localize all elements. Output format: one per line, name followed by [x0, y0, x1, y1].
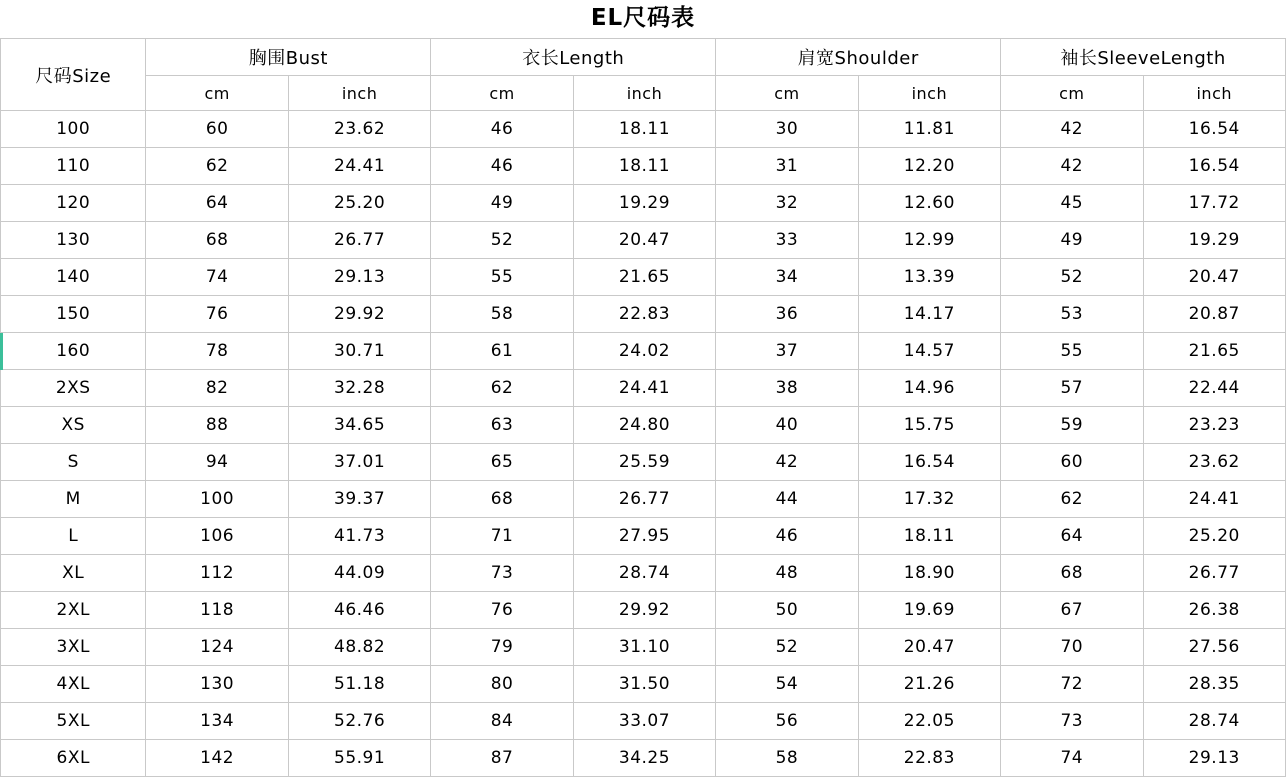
cell-measurement: 74	[146, 259, 288, 296]
cell-measurement: 106	[146, 518, 288, 555]
table-row	[1, 222, 1286, 259]
cell-measurement: 22.44	[1143, 370, 1285, 407]
cell-measurement: 67	[1001, 592, 1143, 629]
table-row	[1, 185, 1286, 222]
cell-measurement: 15.75	[858, 407, 1000, 444]
cell-measurement: 73	[1001, 703, 1143, 740]
cell-measurement: 31.50	[573, 666, 715, 703]
table-row	[1, 370, 1286, 407]
cell-measurement: 46	[716, 518, 858, 555]
cell-size: L	[1, 518, 146, 555]
table-row	[1, 481, 1286, 518]
cell-measurement: 27.95	[573, 518, 715, 555]
cell-measurement: 26.77	[288, 222, 430, 259]
cell-measurement: 18.90	[858, 555, 1000, 592]
cell-measurement: 17.32	[858, 481, 1000, 518]
cell-measurement: 94	[146, 444, 288, 481]
cell-measurement: 16.54	[1143, 148, 1285, 185]
cell-measurement: 57	[1001, 370, 1143, 407]
header-unit-bust-inch: inch	[288, 76, 430, 111]
cell-measurement: 72	[1001, 666, 1143, 703]
cell-measurement: 76	[431, 592, 573, 629]
size-chart-table	[0, 38, 1286, 777]
cell-size: XL	[1, 555, 146, 592]
cell-measurement: 32	[716, 185, 858, 222]
cell-measurement: 124	[146, 629, 288, 666]
cell-measurement: 21.65	[1143, 333, 1285, 370]
cell-measurement: 71	[431, 518, 573, 555]
header-unit-shoulder-cm: cm	[716, 76, 858, 111]
cell-measurement: 11.81	[858, 111, 1000, 148]
table-row	[1, 518, 1286, 555]
cell-measurement: 44.09	[288, 555, 430, 592]
header-size: 尺码Size	[1, 39, 146, 111]
cell-measurement: 68	[146, 222, 288, 259]
cell-measurement: 22.83	[858, 740, 1000, 777]
cell-measurement: 18.11	[858, 518, 1000, 555]
cell-measurement: 22.05	[858, 703, 1000, 740]
cell-measurement: 12.99	[858, 222, 1000, 259]
cell-measurement: 19.29	[1143, 222, 1285, 259]
cell-measurement: 29.92	[288, 296, 430, 333]
cell-measurement: 62	[431, 370, 573, 407]
cell-measurement: 28.35	[1143, 666, 1285, 703]
cell-measurement: 34.65	[288, 407, 430, 444]
cell-measurement: 46	[431, 111, 573, 148]
cell-measurement: 20.47	[1143, 259, 1285, 296]
table-row	[1, 444, 1286, 481]
cell-measurement: 19.69	[858, 592, 1000, 629]
cell-measurement: 39.37	[288, 481, 430, 518]
table-row	[1, 592, 1286, 629]
cell-size: 4XL	[1, 666, 146, 703]
cell-size: 130	[1, 222, 146, 259]
cell-measurement: 37	[716, 333, 858, 370]
header-group-shoulder: 肩宽Shoulder	[716, 39, 1001, 76]
header-group-sleeve: 袖长SleeveLength	[1001, 39, 1286, 76]
table-row	[1, 629, 1286, 666]
cell-measurement: 63	[431, 407, 573, 444]
header-unit-length-inch: inch	[573, 76, 715, 111]
cell-measurement: 14.57	[858, 333, 1000, 370]
cell-measurement: 21.65	[573, 259, 715, 296]
cell-measurement: 60	[146, 111, 288, 148]
cell-measurement: 33	[716, 222, 858, 259]
cell-measurement: 30.71	[288, 333, 430, 370]
cell-size: M	[1, 481, 146, 518]
cell-measurement: 52	[431, 222, 573, 259]
cell-measurement: 20.47	[858, 629, 1000, 666]
cell-measurement: 84	[431, 703, 573, 740]
cell-measurement: 24.41	[288, 148, 430, 185]
cell-measurement: 52.76	[288, 703, 430, 740]
cell-measurement: 13.39	[858, 259, 1000, 296]
cell-measurement: 64	[1001, 518, 1143, 555]
cell-measurement: 28.74	[1143, 703, 1285, 740]
cell-measurement: 60	[1001, 444, 1143, 481]
cell-measurement: 59	[1001, 407, 1143, 444]
cell-measurement: 42	[1001, 111, 1143, 148]
table-head	[1, 39, 1286, 111]
cell-measurement: 87	[431, 740, 573, 777]
cell-measurement: 25.20	[1143, 518, 1285, 555]
cell-measurement: 14.96	[858, 370, 1000, 407]
cell-measurement: 22.83	[573, 296, 715, 333]
cell-measurement: 82	[146, 370, 288, 407]
cell-measurement: 20.87	[1143, 296, 1285, 333]
cell-measurement: 42	[716, 444, 858, 481]
cell-measurement: 26.38	[1143, 592, 1285, 629]
cell-measurement: 134	[146, 703, 288, 740]
cell-measurement: 74	[1001, 740, 1143, 777]
cell-measurement: 31.10	[573, 629, 715, 666]
table-row	[1, 666, 1286, 703]
cell-measurement: 32.28	[288, 370, 430, 407]
header-unit-bust-cm: cm	[146, 76, 288, 111]
cell-measurement: 41.73	[288, 518, 430, 555]
cell-size: 3XL	[1, 629, 146, 666]
cell-size: 100	[1, 111, 146, 148]
cell-measurement: 55	[431, 259, 573, 296]
cell-measurement: 40	[716, 407, 858, 444]
cell-measurement: 51.18	[288, 666, 430, 703]
cell-measurement: 29.13	[1143, 740, 1285, 777]
cell-measurement: 48.82	[288, 629, 430, 666]
group-header-row	[1, 39, 1286, 76]
cell-measurement: 29.92	[573, 592, 715, 629]
cell-measurement: 24.02	[573, 333, 715, 370]
cell-measurement: 54	[716, 666, 858, 703]
table-body	[1, 111, 1286, 777]
cell-measurement: 34	[716, 259, 858, 296]
table-row	[1, 148, 1286, 185]
table-row	[1, 407, 1286, 444]
page-title: EL尺码表	[590, 5, 696, 31]
cell-measurement: 46	[431, 148, 573, 185]
cell-measurement: 16.54	[1143, 111, 1285, 148]
cell-measurement: 17.72	[1143, 185, 1285, 222]
header-group-length: 衣长Length	[431, 39, 716, 76]
cell-measurement: 52	[1001, 259, 1143, 296]
cell-measurement: 33.07	[573, 703, 715, 740]
cell-measurement: 21.26	[858, 666, 1000, 703]
cell-measurement: 31	[716, 148, 858, 185]
cell-size: S	[1, 444, 146, 481]
cell-measurement: 14.17	[858, 296, 1000, 333]
cell-size: XS	[1, 407, 146, 444]
cell-measurement: 26.77	[573, 481, 715, 518]
cell-measurement: 76	[146, 296, 288, 333]
cell-measurement: 36	[716, 296, 858, 333]
cell-size: 140	[1, 259, 146, 296]
cell-measurement: 44	[716, 481, 858, 518]
table-row	[1, 296, 1286, 333]
cell-measurement: 53	[1001, 296, 1143, 333]
cell-measurement: 79	[431, 629, 573, 666]
cell-measurement: 62	[146, 148, 288, 185]
cell-measurement: 100	[146, 481, 288, 518]
table-row	[1, 333, 1286, 370]
cell-measurement: 20.47	[573, 222, 715, 259]
cell-measurement: 38	[716, 370, 858, 407]
cell-measurement: 50	[716, 592, 858, 629]
cell-measurement: 12.20	[858, 148, 1000, 185]
cell-measurement: 52	[716, 629, 858, 666]
header-unit-sleeve-inch: inch	[1143, 76, 1285, 111]
cell-measurement: 56	[716, 703, 858, 740]
cell-measurement: 24.41	[1143, 481, 1285, 518]
cell-measurement: 19.29	[573, 185, 715, 222]
cell-size: 2XS	[1, 370, 146, 407]
cell-measurement: 23.62	[288, 111, 430, 148]
header-unit-sleeve-cm: cm	[1001, 76, 1143, 111]
cell-measurement: 27.56	[1143, 629, 1285, 666]
cell-measurement: 61	[431, 333, 573, 370]
cell-measurement: 18.11	[573, 111, 715, 148]
cell-measurement: 49	[431, 185, 573, 222]
cell-measurement: 45	[1001, 185, 1143, 222]
cell-measurement: 28.74	[573, 555, 715, 592]
cell-measurement: 112	[146, 555, 288, 592]
cell-measurement: 55	[1001, 333, 1143, 370]
cell-measurement: 48	[716, 555, 858, 592]
header-group-bust: 胸围Bust	[146, 39, 431, 76]
cell-measurement: 64	[146, 185, 288, 222]
cell-measurement: 25.59	[573, 444, 715, 481]
cell-size: 110	[1, 148, 146, 185]
cell-measurement: 42	[1001, 148, 1143, 185]
cell-measurement: 23.62	[1143, 444, 1285, 481]
cell-measurement: 68	[431, 481, 573, 518]
unit-header-row	[1, 76, 1286, 111]
cell-size: 160	[1, 333, 146, 370]
table-row	[1, 555, 1286, 592]
cell-size: 5XL	[1, 703, 146, 740]
table-row	[1, 259, 1286, 296]
cell-measurement: 12.60	[858, 185, 1000, 222]
cell-measurement: 24.80	[573, 407, 715, 444]
cell-size: 2XL	[1, 592, 146, 629]
cell-measurement: 73	[431, 555, 573, 592]
cell-measurement: 80	[431, 666, 573, 703]
cell-measurement: 58	[716, 740, 858, 777]
cell-measurement: 58	[431, 296, 573, 333]
cell-measurement: 23.23	[1143, 407, 1285, 444]
cell-measurement: 24.41	[573, 370, 715, 407]
cell-measurement: 49	[1001, 222, 1143, 259]
cell-measurement: 34.25	[573, 740, 715, 777]
cell-measurement: 26.77	[1143, 555, 1285, 592]
header-unit-shoulder-inch: inch	[858, 76, 1000, 111]
cell-measurement: 18.11	[573, 148, 715, 185]
cell-measurement: 46.46	[288, 592, 430, 629]
table-row	[1, 740, 1286, 777]
cell-measurement: 37.01	[288, 444, 430, 481]
cell-size: 6XL	[1, 740, 146, 777]
cell-measurement: 70	[1001, 629, 1143, 666]
cell-size: 150	[1, 296, 146, 333]
cell-measurement: 78	[146, 333, 288, 370]
table-row	[1, 703, 1286, 740]
cell-measurement: 30	[716, 111, 858, 148]
cell-measurement: 88	[146, 407, 288, 444]
cell-measurement: 62	[1001, 481, 1143, 518]
cell-measurement: 16.54	[858, 444, 1000, 481]
cell-measurement: 25.20	[288, 185, 430, 222]
cell-measurement: 118	[146, 592, 288, 629]
cell-measurement: 142	[146, 740, 288, 777]
cell-measurement: 130	[146, 666, 288, 703]
cell-measurement: 65	[431, 444, 573, 481]
row-edge-marker	[0, 333, 3, 370]
cell-measurement: 29.13	[288, 259, 430, 296]
cell-measurement: 68	[1001, 555, 1143, 592]
cell-size: 120	[1, 185, 146, 222]
table-row	[1, 111, 1286, 148]
header-unit-length-cm: cm	[431, 76, 573, 111]
cell-measurement: 55.91	[288, 740, 430, 777]
